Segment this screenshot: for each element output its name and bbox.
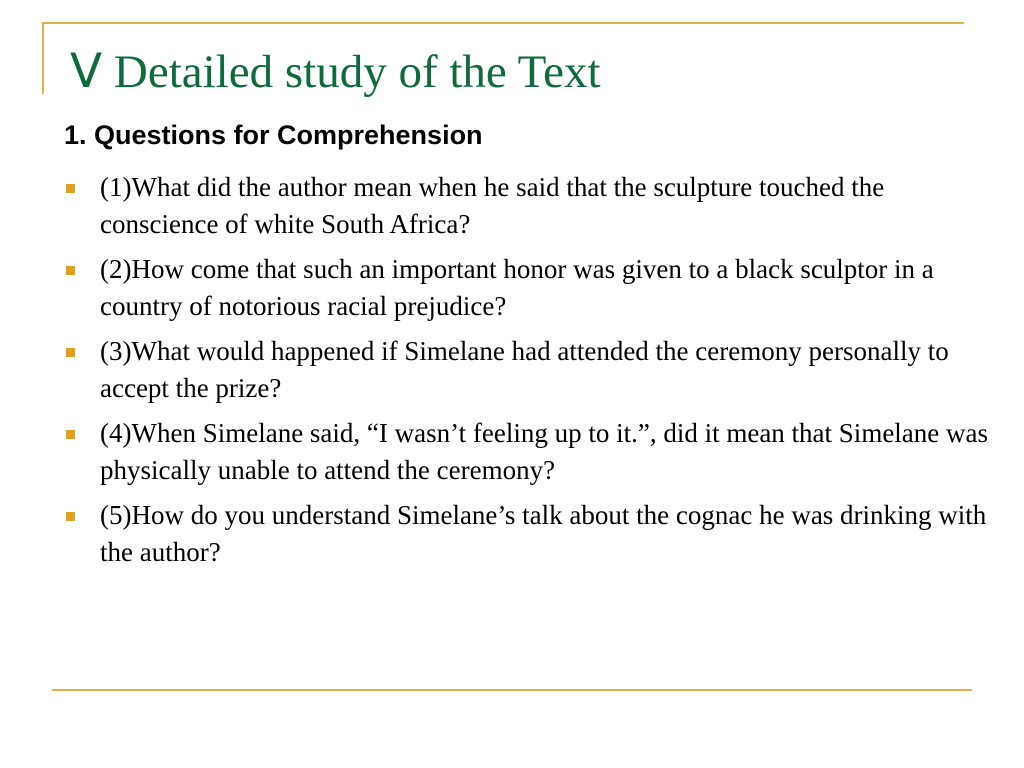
question-text: (4)When Simelane said, “I wasn’t feeling up to it.”, did it mean that Simelane was physically unable to attend the ceremony? [100,418,989,485]
square-bullet-icon [66,430,75,439]
square-bullet-icon [66,348,75,357]
question-item [64,333,1004,407]
slide-title: Ⅴ Detailed study of the Text [70,46,601,98]
question-item [64,497,1004,571]
square-bullet-icon [66,266,75,275]
question-text: (5)How do you understand Simelane’s talk about the cognac he was drinking with the author? [100,500,987,567]
top-accent-line [42,22,964,24]
bottom-accent-line [52,689,972,691]
question-list [64,169,1004,579]
section-heading: 1. Questions for Comprehension [64,120,483,150]
question-text: (2)How come that such an important honor was given to a black sculptor in a country of notorious racial prejudice? [100,254,934,321]
question-item [64,251,1004,325]
question-item [64,169,1004,243]
square-bullet-icon [66,512,75,521]
left-accent-line [42,22,44,94]
question-item [64,415,1004,489]
square-bullet-icon [66,184,75,193]
question-text: (3)What would happened if Simelane had attended the ceremony personally to accept the prize? [100,336,949,403]
question-text: (1)What did the author mean when he said that the sculpture touched the conscience of white South Africa? [100,172,885,239]
